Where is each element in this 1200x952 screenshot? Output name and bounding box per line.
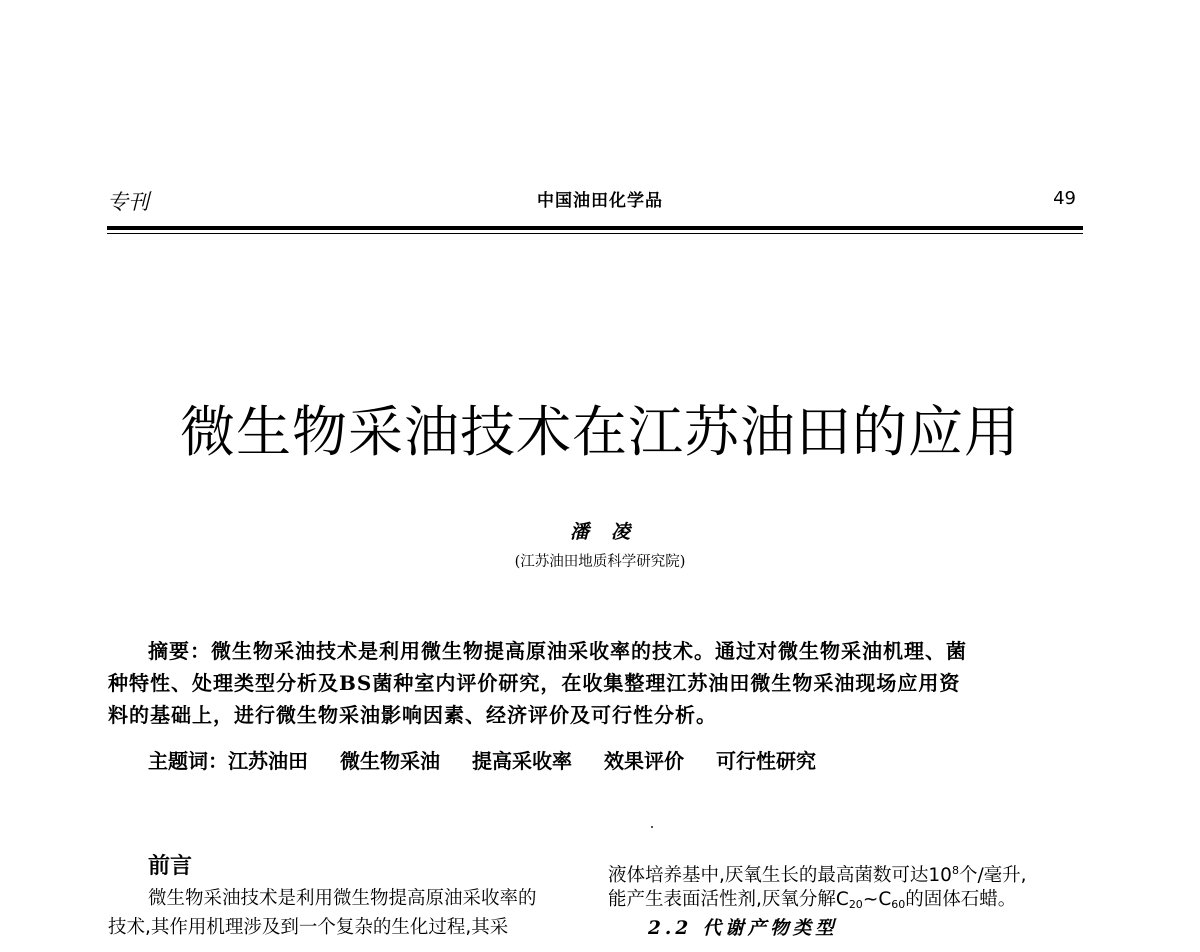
left-column — [108, 850, 586, 942]
keywords-label: 主题词： — [148, 749, 228, 773]
keyword: 可行性研究 — [716, 749, 816, 773]
abstract — [108, 635, 1080, 731]
keyword: 微生物采油 — [340, 749, 440, 773]
author-name: 潘凌 — [569, 521, 652, 543]
right-column — [608, 856, 1086, 943]
running-header-label: 专刊 — [107, 190, 149, 214]
article-title: 微生物采油技术在江苏油田的应用 — [179, 400, 1020, 464]
keyword: 提高采收率 — [472, 749, 572, 773]
abstract-line: 料的基础上，进行微生物采油影响因素、经济评价及可行性分析。 — [108, 703, 717, 727]
body-line: 技术,其作用机理涉及到一个复杂的生化过程,其采 — [108, 917, 509, 938]
body-line — [608, 856, 1086, 885]
text-run: 的固体石蜡。 — [905, 889, 1017, 910]
text-run: 个/毫升, — [958, 865, 1027, 885]
header-rule-thin — [107, 233, 1083, 234]
keyword: 江苏油田 — [228, 749, 308, 773]
author-affiliation: (江苏油田地质科学研究院) — [514, 554, 686, 570]
keyword: 效果评价 — [604, 749, 684, 773]
body-line — [608, 885, 1086, 914]
superscript: 8 — [951, 864, 959, 877]
section-heading-preface: 前言 — [148, 854, 193, 879]
abstract-line: 摘要：微生物采油技术是利用微生物提高原油采收率的技术。通过对微生物采油机理、菌 — [148, 639, 967, 663]
subsection-heading: 2.2 代谢产物类型 — [648, 918, 838, 939]
text-run: 液体培养基中,厌氧生长的最高菌数可达10 — [608, 865, 952, 885]
keywords — [148, 745, 848, 774]
subscript: 20 — [848, 898, 863, 911]
page-number: 49 — [1053, 188, 1076, 209]
text-run: ~C — [862, 889, 892, 910]
scan-speck — [651, 826, 653, 828]
abstract-line: 种特性、处理类型分析及BS菌种室内评价研究，在收集整理江苏油田微生物采油现场应用资 — [108, 671, 961, 695]
body-line: 微生物采油技术是利用微生物提高原油采收率的 — [148, 888, 537, 909]
journal-name: 中国油田化学品 — [537, 191, 663, 211]
text-run: 能产生表面活性剂,厌氧分解C — [608, 889, 849, 910]
subscript: 60 — [891, 898, 906, 911]
header-rule-thick — [107, 226, 1083, 230]
